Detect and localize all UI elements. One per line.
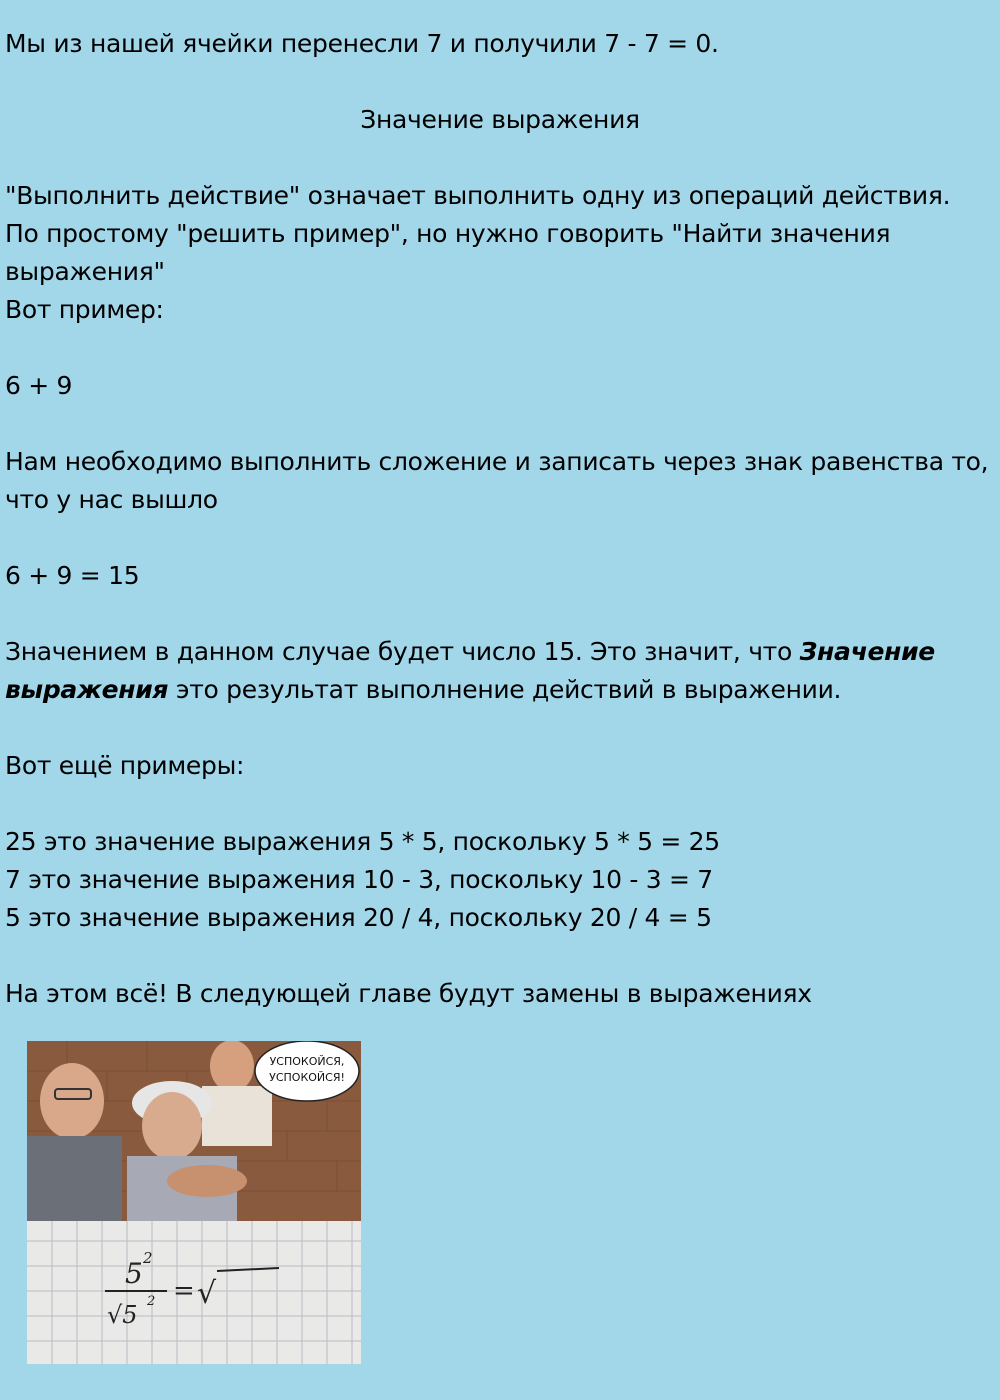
person-back-face	[210, 1041, 254, 1092]
person-left-face	[40, 1063, 104, 1139]
more-example-3: 5 это значение выражения 20 / 4, поскольку 20 / 4 = 5	[5, 903, 712, 932]
arms	[167, 1165, 247, 1197]
definition-line-4: Вот пример:	[5, 295, 164, 324]
more-example-1: 25 это значение выражения 5 * 5, поскольку 5 * 5 = 25	[5, 827, 720, 856]
definition-line-1: "Выполнить действие" означает выполнить одну из операций действия.	[5, 181, 951, 210]
closing-line: На этом всё! В следующей главе будут замены в выражениях	[5, 979, 812, 1008]
formula-numerator: 5	[125, 1257, 143, 1290]
section-title: Значение выражения	[360, 105, 640, 134]
meme-illustration	[27, 1041, 361, 1364]
speech-line-2: УСПОКОЙСЯ!	[269, 1071, 345, 1084]
spacer	[5, 785, 995, 823]
term-part-1: Значение	[799, 637, 935, 666]
formula-denominator-exp: 2	[147, 1294, 156, 1309]
explanation-line-1: Нам необходимо выполнить сложение и записать через знак равенства то,	[5, 447, 989, 476]
definition-line-3: выражения"	[5, 257, 165, 286]
formula-numerator-exp: 2	[143, 1249, 153, 1267]
spacer	[5, 519, 995, 557]
conclusion-line-1	[5, 633, 995, 671]
person-center-face	[142, 1092, 202, 1160]
spacer	[5, 329, 995, 367]
document-body	[5, 0, 995, 1013]
speech-line-1: УСПОКОЙСЯ,	[269, 1055, 345, 1068]
more-examples-heading: Вот ещё примеры:	[5, 751, 245, 780]
spacer	[5, 595, 995, 633]
conclusion-prefix: Значением в данном случае будет число 15. Это значит, что	[5, 637, 800, 666]
person-back-shirt	[202, 1086, 272, 1146]
formula-denominator: √5	[107, 1301, 138, 1329]
spacer	[5, 139, 995, 177]
person-left-body	[27, 1136, 122, 1221]
example-result: 6 + 9 = 15	[5, 561, 140, 590]
meme-image	[27, 1041, 361, 1364]
intro-paragraph: Мы из нашей ячейки перенесли 7 и получили 7 - 7 = 0.	[5, 29, 719, 58]
more-example-2: 7 это значение выражения 10 - 3, поскольку 10 - 3 = 7	[5, 865, 713, 894]
spacer	[5, 709, 995, 747]
definition-line-2: По простому "решить пример", но нужно говорить "Найти значения	[5, 219, 891, 248]
spacer	[5, 937, 995, 975]
spacer	[5, 63, 995, 101]
example-expression: 6 + 9	[5, 371, 73, 400]
formula-result: √	[197, 1276, 217, 1311]
term-part-2: выражения	[5, 675, 169, 704]
conclusion-suffix: это результат выполнение действий в выражении.	[175, 675, 842, 704]
spacer	[5, 405, 995, 443]
formula-equals: =	[173, 1276, 195, 1306]
explanation-line-2: что у нас вышло	[5, 485, 218, 514]
conclusion-line-2	[5, 671, 995, 709]
